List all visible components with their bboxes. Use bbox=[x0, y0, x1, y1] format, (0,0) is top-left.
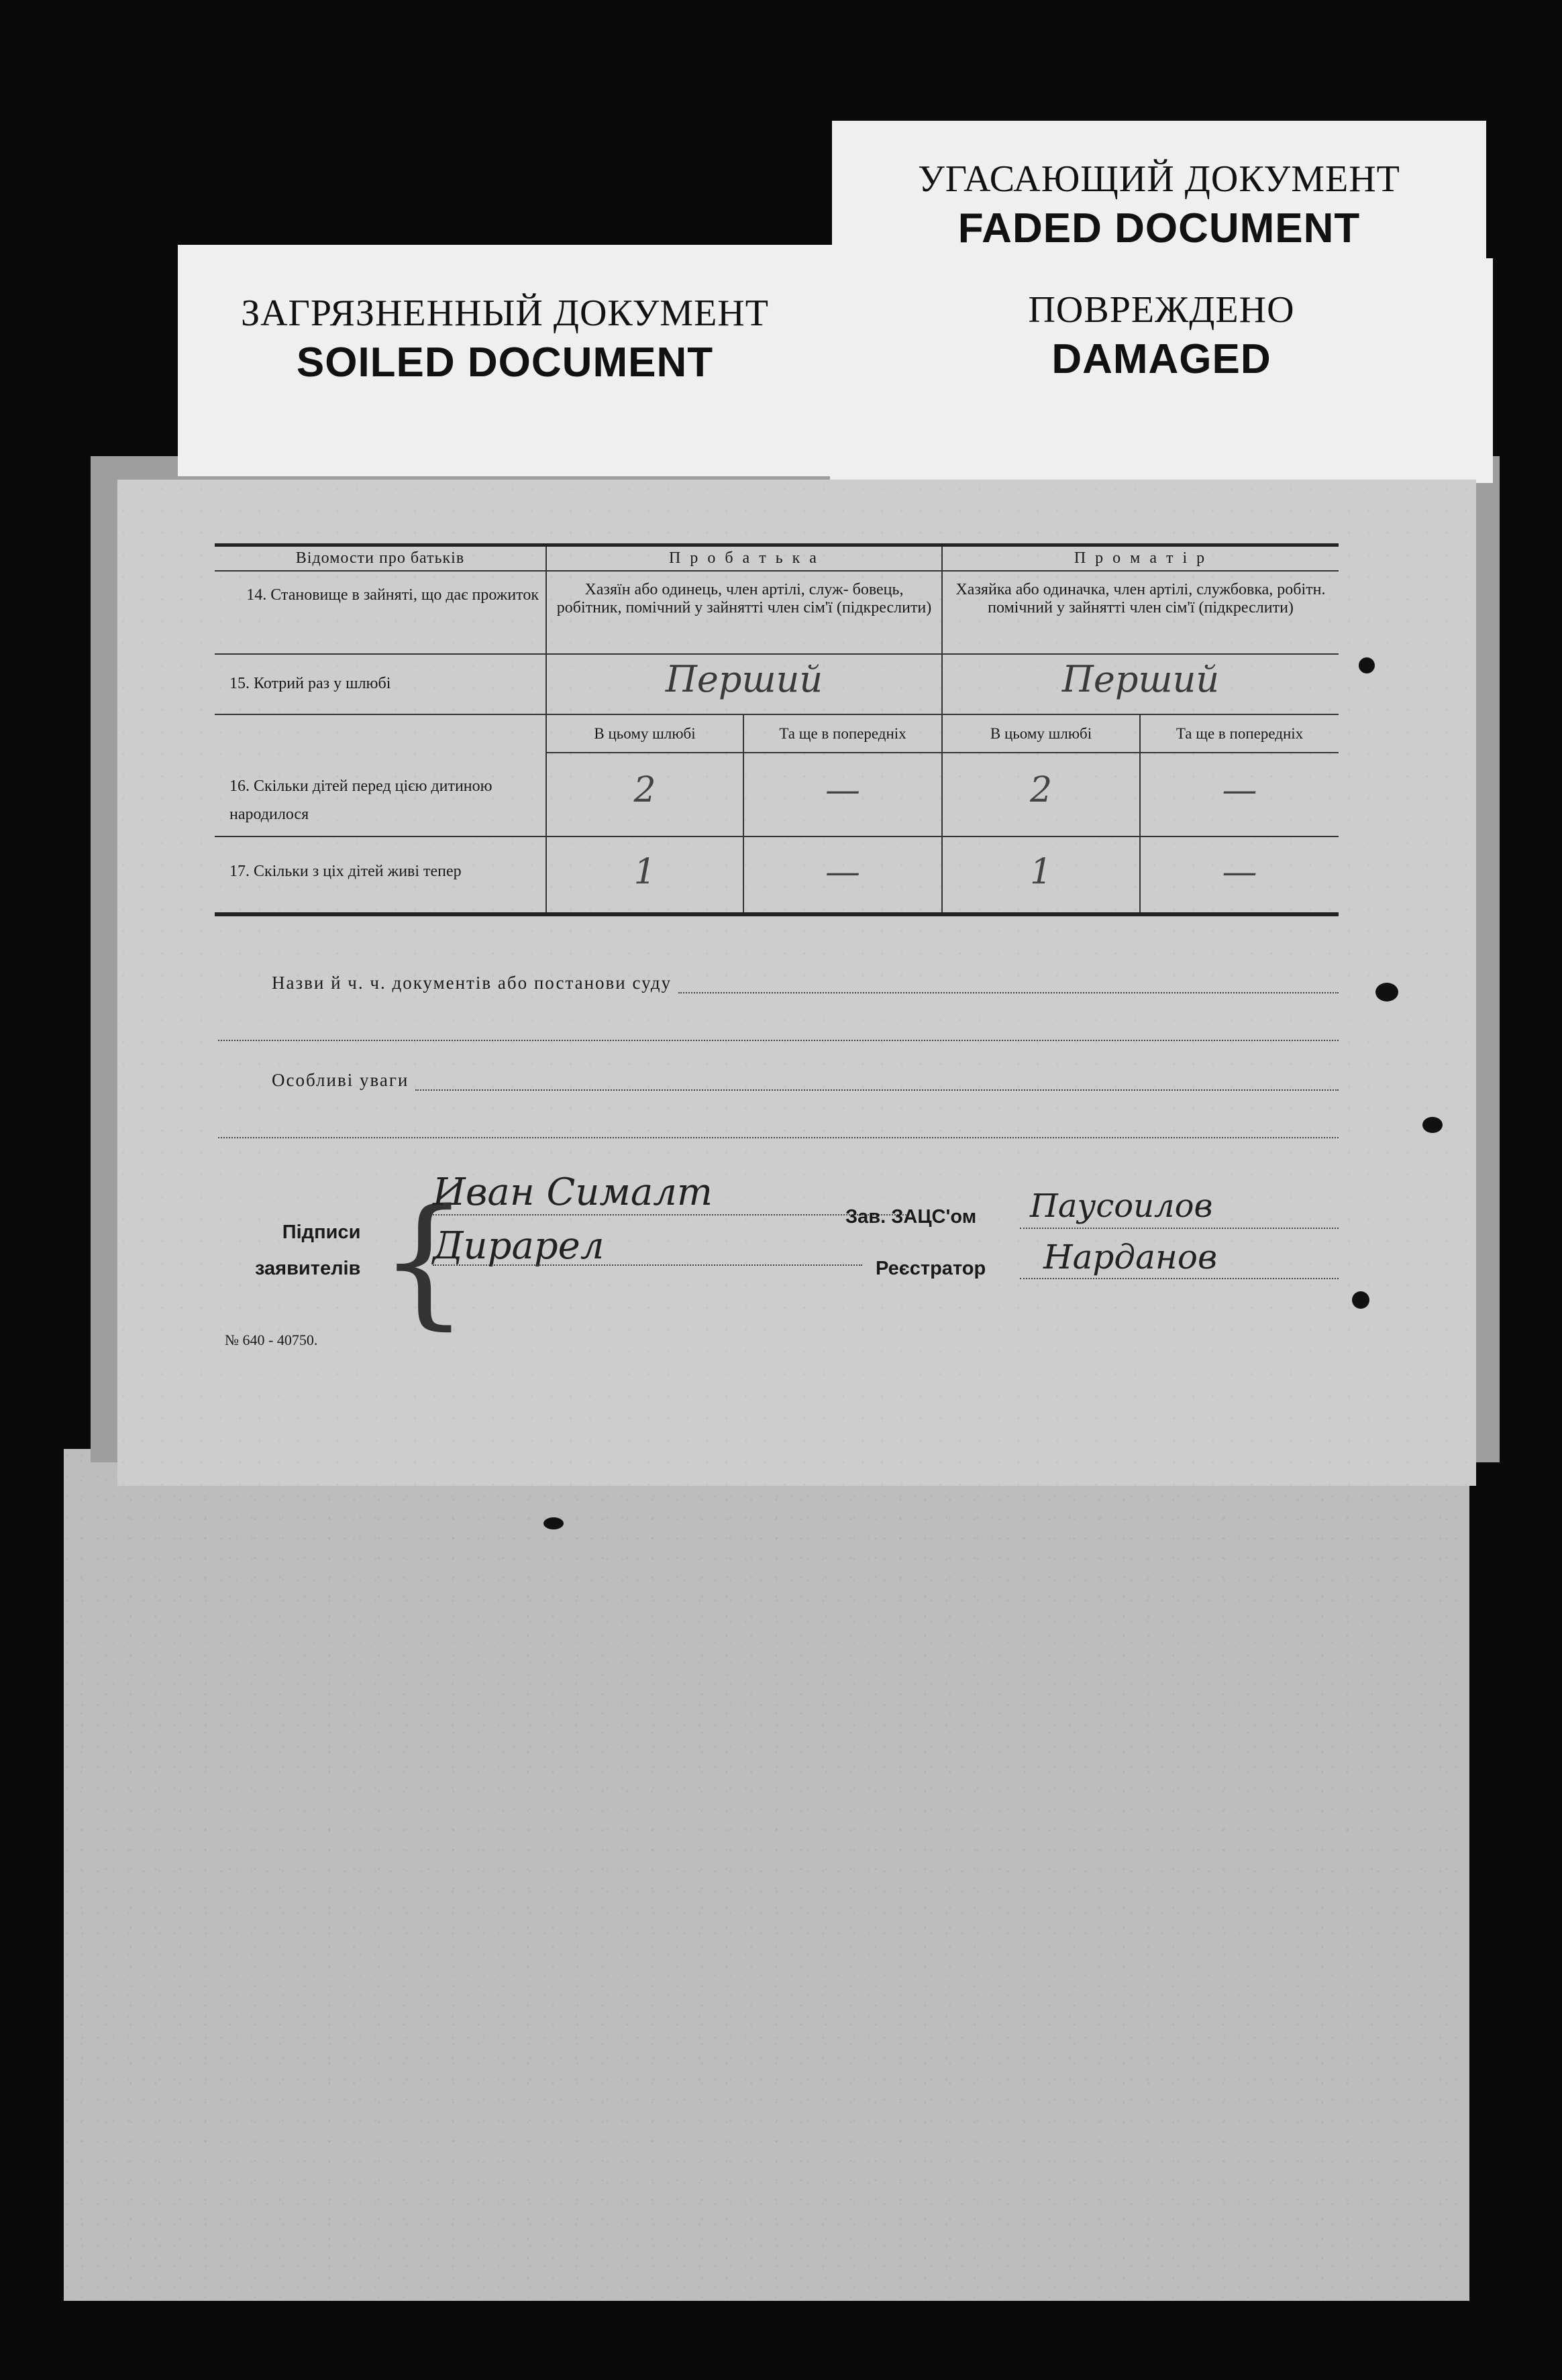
row17-mother-previous: — bbox=[1222, 852, 1257, 892]
table-row-14 bbox=[215, 572, 1339, 655]
applicant2-signature: Дирарел bbox=[433, 1224, 605, 1268]
head-label: Зав. ЗАЦС'ом bbox=[845, 1206, 977, 1228]
parents-table bbox=[215, 543, 1339, 916]
documents-line-2 bbox=[218, 1040, 1339, 1041]
table-row-16 bbox=[215, 715, 1339, 837]
damage-spot bbox=[543, 1517, 564, 1529]
damage-hole bbox=[1352, 1291, 1369, 1309]
row16-father-current: 2 bbox=[547, 753, 744, 836]
table-row-15 bbox=[215, 655, 1339, 715]
header-label: Відомости про батьків bbox=[215, 547, 547, 570]
remarks-field bbox=[272, 1070, 1339, 1091]
row17-father-current: 1 bbox=[547, 837, 744, 912]
row17-mother bbox=[943, 837, 1339, 912]
row16-father bbox=[547, 715, 943, 836]
registrar-signature: Нарданов bbox=[1043, 1238, 1218, 1277]
damage-hole bbox=[1375, 983, 1398, 1002]
registration-form bbox=[117, 480, 1476, 1486]
row14-mother: Хазяйка або одиначка, член артілі, службовка, робітн. помічний у зайнятті член сім'ї (підкреслити) bbox=[955, 581, 1326, 616]
damaged-card-ru: ПОВРЕЖДЕНО bbox=[1028, 289, 1295, 331]
documents-line bbox=[678, 976, 1339, 993]
row17-father-previous: — bbox=[825, 852, 860, 892]
registrar-line bbox=[1020, 1278, 1339, 1279]
applicant1-signature: Иван Сималт bbox=[433, 1171, 713, 1214]
registrar-label: Реєстратор bbox=[876, 1258, 986, 1279]
applicants-label-line1: Підписи bbox=[282, 1222, 361, 1243]
damaged-card-en: DAMAGED bbox=[1051, 336, 1271, 382]
row17-mother-current: 1 bbox=[943, 837, 1141, 912]
faded-card-en: FADED DOCUMENT bbox=[957, 205, 1361, 252]
damage-hole bbox=[1359, 657, 1375, 673]
remarks-label: Особливі уваги bbox=[272, 1070, 409, 1090]
damaged-document-card bbox=[830, 258, 1493, 483]
row16-father-subheader-previous: Та ще в попередніх bbox=[779, 725, 906, 742]
row16-mother-subheader-previous: Та ще в попередніх bbox=[1176, 725, 1304, 742]
applicants-label-line2: заявителів bbox=[255, 1258, 361, 1279]
faded-document-card bbox=[832, 121, 1486, 282]
header-father: П р о б а т ь к а bbox=[547, 547, 943, 570]
row16-label: 16. Скільки дітей перед цією дитиною народилося bbox=[215, 715, 547, 836]
row16-father-previous: — bbox=[825, 770, 860, 810]
header-mother: П р о м а т і р bbox=[1074, 549, 1208, 567]
applicant1-line bbox=[433, 1214, 909, 1215]
lower-page bbox=[64, 1449, 1469, 2301]
row16-mother-subheader-current: В цьому шлюбі bbox=[943, 715, 1141, 752]
head-signature: Паусоилов bbox=[1030, 1187, 1213, 1225]
remarks-line-2 bbox=[218, 1137, 1339, 1138]
row16-mother bbox=[943, 715, 1339, 836]
form-number: № 640 - 40750. bbox=[225, 1332, 318, 1348]
row16-father-subheader-current: В цьому шлюбі bbox=[547, 715, 744, 752]
row15-mother-value: Перший bbox=[1061, 658, 1220, 700]
damage-hole bbox=[1422, 1117, 1443, 1133]
table-row-17 bbox=[215, 837, 1339, 912]
row15-label: 15. Котрий раз у шлюбі bbox=[215, 655, 547, 714]
brace-icon: { bbox=[379, 1179, 469, 1343]
soiled-document-card bbox=[178, 245, 832, 476]
documents-label: Назви й ч. ч. документів або постанови суду bbox=[272, 973, 672, 993]
remarks-line bbox=[415, 1073, 1339, 1091]
row17-father bbox=[547, 837, 943, 912]
faded-card-ru: УГАСАЮЩИЙ ДОКУМЕНТ bbox=[918, 158, 1400, 200]
row14-label: 14. Становище в зайняті, що дає прожиток bbox=[215, 572, 547, 653]
row16-mother-current: 2 bbox=[943, 753, 1141, 836]
applicants-label bbox=[255, 1214, 360, 1287]
applicant2-line bbox=[433, 1264, 862, 1266]
table-header-row bbox=[215, 547, 1339, 572]
row16-mother-previous: — bbox=[1222, 770, 1257, 810]
row17-label: 17. Скільки з ціх дітей живі тепер bbox=[215, 837, 547, 912]
head-line bbox=[1020, 1228, 1339, 1229]
soiled-card-ru: ЗАГРЯЗНЕННЫЙ ДОКУМЕНТ bbox=[241, 292, 769, 334]
documents-field bbox=[272, 973, 1339, 993]
row15-father-value: Перший bbox=[547, 655, 943, 714]
soiled-card-en: SOILED DOCUMENT bbox=[296, 339, 714, 386]
row14-father: Хазяїн або одинець, член артілі, служ- бовець, робітник, помічний у зайнятті член сім'ї (підкреслити) bbox=[547, 572, 943, 653]
